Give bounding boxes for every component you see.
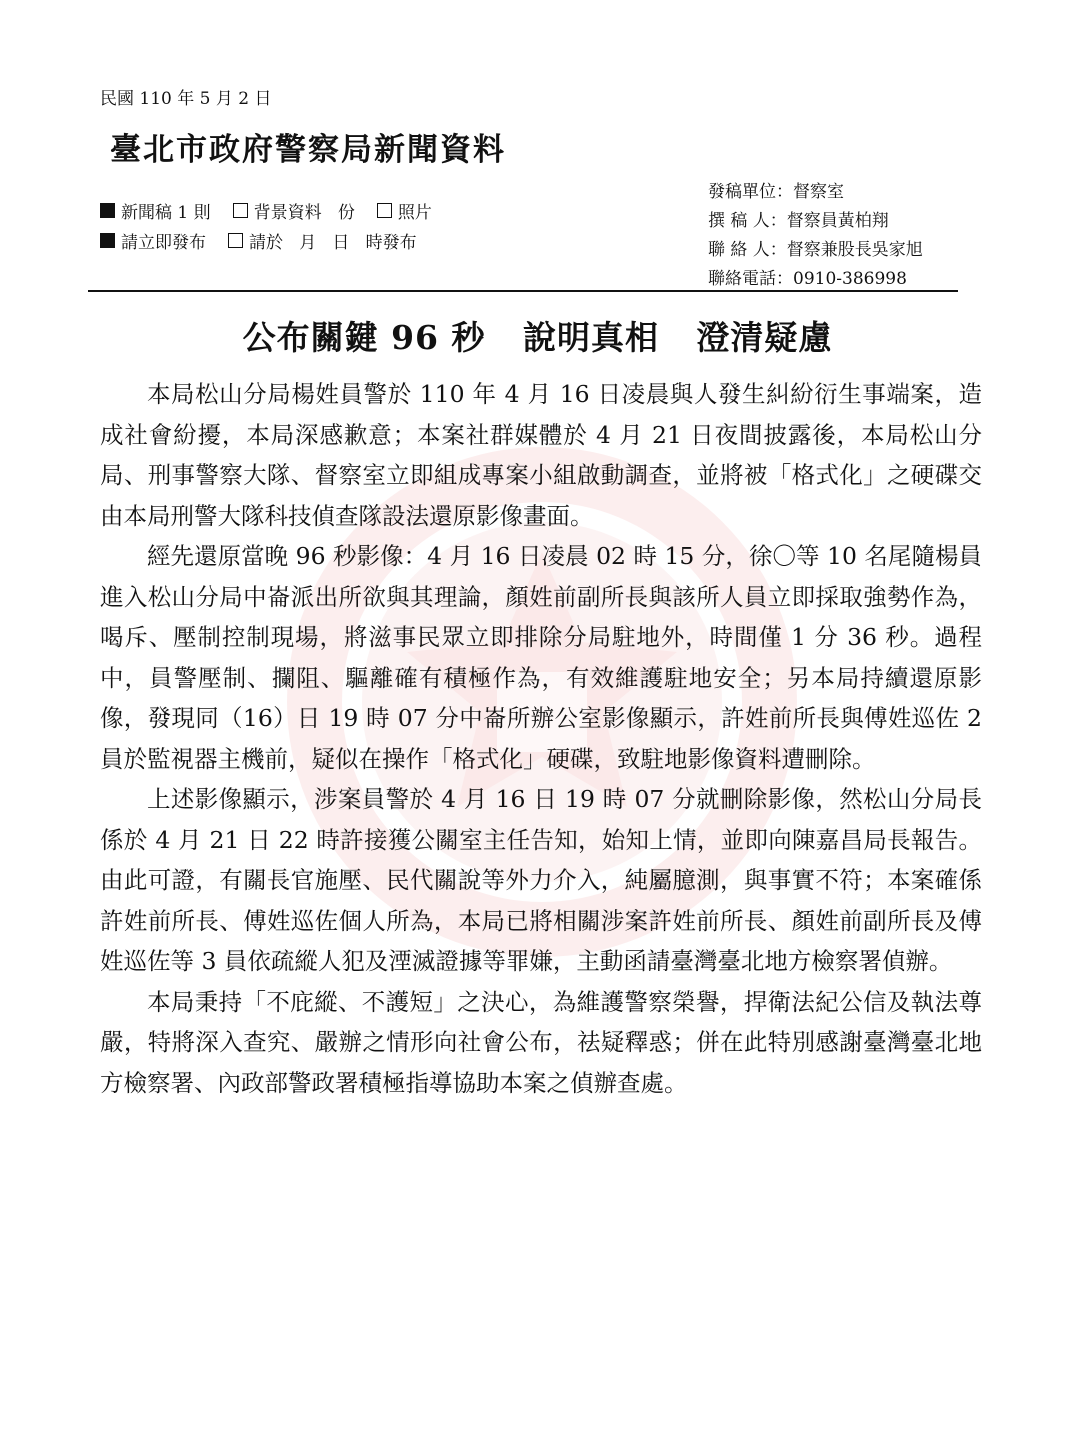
release-options-row-1: [100, 195, 454, 225]
checked-box-icon: [100, 233, 115, 248]
check-photo: [377, 198, 432, 223]
check-label: 新聞稿 1 則: [121, 202, 211, 223]
check-label: 照片: [397, 202, 432, 223]
paragraph: 本局松山分局楊姓員警於 110 年 4 月 16 日凌晨與人發生糾紛衍生事端案，造成社會紛擾，本局深感歉意；本案社群媒體於 4 月 21 日夜間披露後，本局松山分局、刑事警察大隊、督察室立即組成專案小組啟動調查，並將被「格式化」之硬碟交由本局刑警大隊科技偵查隊設法還原影像畫面。: [100, 380, 982, 530]
check-label: 背景資料 份: [253, 202, 355, 223]
check-news-release: [100, 198, 211, 223]
check-label: 請立即發布: [121, 232, 206, 253]
meta-phone: 聯絡電話：0910-386998: [708, 269, 907, 289]
release-date: 民國 110 年 5 月 2 日: [100, 89, 272, 109]
paragraph: 本局秉持「不庇縱、不護短」之決心，為維護警察榮譽，捍衛法紀公信及執法尊嚴，特將深入查究、嚴辦之情形向社會公布，祛疑釋惑；併在此特別感謝臺灣臺北地方檢察署、內政部警政署積極指導協助本案之偵辦查處。: [100, 987, 982, 1097]
paragraph: 經先還原當晚 96 秒影像：4 月 16 日凌晨 02 時 15 分，徐〇等 10 名尾隨楊員進入松山分局中崙派出所欲與其理論，顏姓前副所長與該所人員立即採取強勢作為，喝斥、壓制控制現場，將滋事民眾立即排除分局駐地外，時間僅 1 分 36 秒。過程中，員警壓制、攔阻、驅離確有積極作為，有效維護駐地安全；另本局持續還原影像，發現同（16）日 19 時 07 分中崙所辦公室影像顯示，許姓前所長與傅姓巡佐 2 員於監視器主機前，疑似在操作「格式化」硬碟，致駐地影像資料遭刪除。: [100, 542, 982, 773]
article-body: [100, 374, 982, 1103]
meta-unit: 發稿單位：督察室: [708, 182, 844, 202]
check-release-scheduled: [228, 228, 417, 253]
release-options-row-2: [100, 225, 454, 255]
header-divider: [88, 290, 958, 292]
check-release-immediately: [100, 228, 206, 253]
release-meta: [708, 178, 923, 294]
unchecked-box-icon: [228, 233, 243, 248]
paragraph: 上述影像顯示，涉案員警於 4 月 16 日 19 時 07 分就刪除影像，然松山分局長係於 4 月 21 日 22 時許接獲公關室主任告知，始知上情，並即向陳嘉昌局長報告。由此可證，有關長官施壓、民代關說等外力介入，純屬臆測，與事實不符；本案確係許姓前所長、傅姓巡佐個人所為，本局已將相關涉案許姓前所長、顏姓前副所長及傅姓巡佐等 3 員依疏縱人犯及湮滅證據等罪嫌，主動函請臺灣臺北地方檢察署偵辦。: [100, 785, 982, 975]
check-background-info: [233, 198, 355, 223]
unchecked-box-icon: [377, 203, 392, 218]
check-label: 請於 月 日 時發布: [249, 232, 417, 253]
agency-title: 臺北市政府警察局新聞資料: [110, 132, 506, 168]
unchecked-box-icon: [233, 203, 248, 218]
headline: 公布關鍵 96 秒 說明真相 澄清疑慮: [242, 318, 833, 357]
checked-box-icon: [100, 203, 115, 218]
meta-author: 撰 稿 人：督察員黃柏翔: [708, 211, 889, 231]
meta-contact: 聯 絡 人：督察兼股長吳家旭: [708, 240, 923, 260]
release-options: [100, 195, 454, 255]
